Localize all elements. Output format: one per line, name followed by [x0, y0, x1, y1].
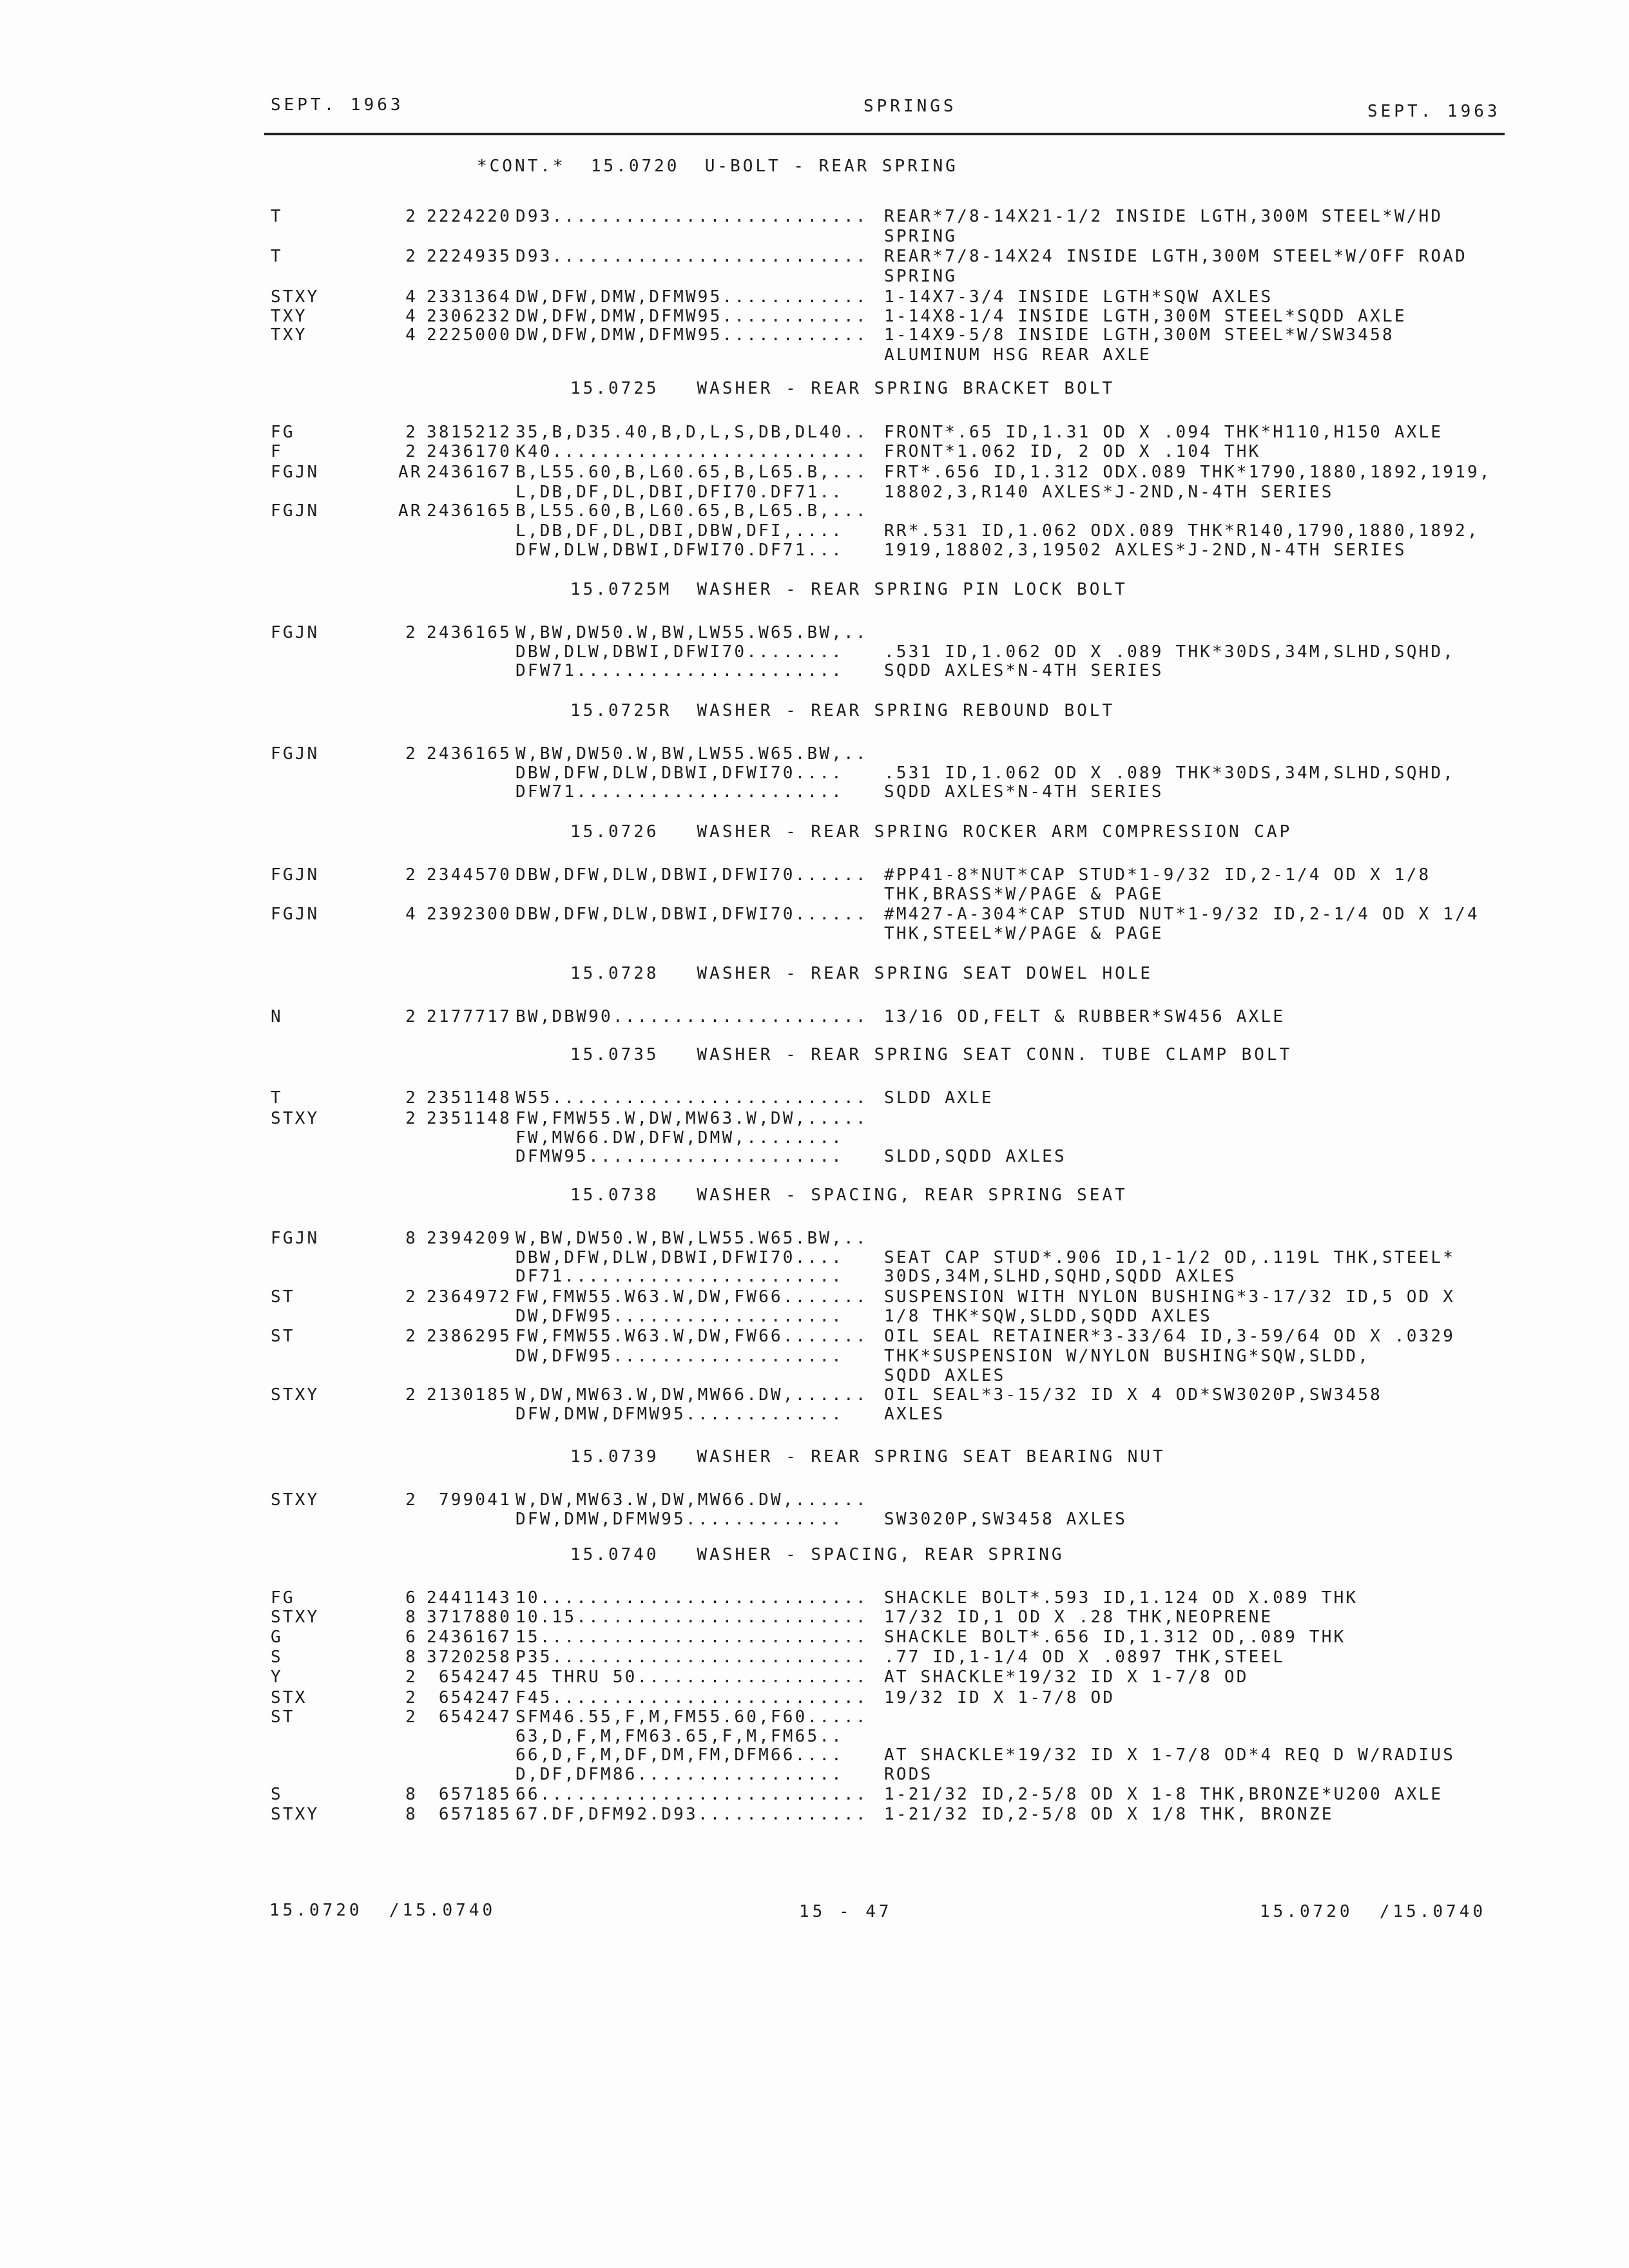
quantity-cell: 2: [405, 623, 418, 642]
description-cell: SQDD AXLES: [884, 1366, 1006, 1385]
models-cell: B,L55.60,B,L60.65,B,L65.B,...: [516, 501, 868, 521]
quantity-cell: 8: [405, 1608, 418, 1627]
models-cell: K40..........................: [516, 442, 868, 461]
models-cell: DFW,DLW,DBWI,DFWI70.DF71...: [516, 541, 844, 560]
part-number-cell: 2436165: [427, 623, 512, 642]
models-cell: DW,DFW,DMW,DFMW95............: [516, 325, 868, 345]
models-cell: DFW71......................: [516, 782, 844, 802]
part-number-cell: 2392300: [427, 905, 512, 924]
part-number-cell: 3717880: [427, 1608, 512, 1627]
header-title: SPRINGS: [863, 97, 957, 116]
models-cell: L,DB,DF,DL,DBI,DFI70.DF71..: [516, 483, 844, 502]
section-heading: *CONT.* 15.0720 U-BOLT - REAR SPRING: [477, 157, 958, 176]
description-cell: .531 ID,1.062 OD X .089 THK*30DS,34M,SLHD,SQHD,: [884, 642, 1456, 662]
section-heading: 15.0740 WASHER - SPACING, REAR SPRING: [570, 1545, 1065, 1564]
models-cell: W,DW,MW63.W,DW,MW66.DW,......: [516, 1385, 868, 1405]
models-cell: DFW,DMW,DFMW95.............: [516, 1510, 844, 1529]
description-cell: 30DS,34M,SLHD,SQHD,SQDD AXLES: [884, 1267, 1237, 1286]
description-cell: 1-14X9-5/8 INSIDE LGTH,300M STEEL*W/SW3458: [884, 325, 1394, 345]
description-cell: SUSPENSION WITH NYLON BUSHING*3-17/32 ID,5 OD X: [884, 1287, 1456, 1307]
models-cell: DBW,DFW,DLW,DBWI,DFWI70......: [516, 865, 868, 885]
code-cell: FGJN: [271, 905, 320, 924]
part-number-cell: 2331364: [427, 287, 512, 307]
models-cell: DBW,DFW,DLW,DBWI,DFWI70....: [516, 1248, 844, 1267]
code-cell: T: [271, 1088, 283, 1108]
part-number-cell: 2386295: [427, 1327, 512, 1346]
description-cell: .531 ID,1.062 OD X .089 THK*30DS,34M,SLHD,SQHD,: [884, 764, 1456, 783]
quantity-cell: 2: [405, 1109, 418, 1128]
models-cell: DBW,DFW,DLW,DBWI,DFWI70....: [516, 764, 844, 783]
description-cell: RR*.531 ID,1.062 ODX.089 THK*R140,1790,1880,1892,: [884, 521, 1480, 541]
models-cell: DFW,DMW,DFMW95.............: [516, 1405, 844, 1424]
quantity-cell: 2: [405, 442, 418, 461]
models-cell: SFM46.55,F,M,FM55.60,F60.....: [516, 1707, 868, 1727]
quantity-cell: 2: [405, 1327, 418, 1346]
models-cell: F45..........................: [516, 1688, 868, 1707]
description-cell: ALUMINUM HSG REAR AXLE: [884, 345, 1152, 365]
models-cell: 66...........................: [516, 1785, 868, 1804]
description-cell: SQDD AXLES*N-4TH SERIES: [884, 661, 1164, 680]
quantity-cell: 2: [405, 744, 418, 764]
models-cell: P35..........................: [516, 1648, 868, 1667]
models-cell: FW,FMW55.W63.W,DW,FW66.......: [516, 1327, 868, 1346]
code-cell: S: [271, 1648, 283, 1667]
quantity-cell: 2: [405, 865, 418, 885]
section-heading: 15.0728 WASHER - REAR SPRING SEAT DOWEL HOLE: [570, 964, 1153, 983]
description-cell: 1919,18802,3,19502 AXLES*J-2ND,N-4TH SERIES: [884, 541, 1407, 560]
quantity-cell: 2: [405, 1007, 418, 1026]
description-cell: AT SHACKLE*19/32 ID X 1-7/8 OD*4 REQ D W/RADIUS: [884, 1745, 1456, 1765]
description-cell: REAR*7/8-14X24 INSIDE LGTH,300M STEEL*W/OFF ROAD: [884, 247, 1467, 266]
description-cell: SW3020P,SW3458 AXLES: [884, 1510, 1128, 1529]
part-number-cell: 3815212: [427, 423, 512, 442]
code-cell: FGJN: [271, 744, 320, 764]
code-cell: TXY: [271, 325, 307, 345]
models-cell: 66,D,F,M,DF,DM,FM,DFM66....: [516, 1745, 844, 1765]
models-cell: B,L55.60,B,L60.65,B,L65.B,...: [516, 463, 868, 482]
part-number-cell: 2344570: [427, 865, 512, 885]
quantity-cell: 2: [405, 1385, 418, 1405]
part-number-cell: 2436167: [427, 463, 512, 482]
section-heading: 15.0725M WASHER - REAR SPRING PIN LOCK BOLT: [570, 580, 1128, 599]
models-cell: DBW,DLW,DBWI,DFWI70........: [516, 642, 844, 662]
code-cell: FG: [271, 423, 295, 442]
code-cell: FGJN: [271, 865, 320, 885]
part-number-cell: 2351148: [427, 1109, 512, 1128]
code-cell: N: [271, 1007, 283, 1026]
part-number-cell: 2351148: [427, 1088, 512, 1108]
part-number-cell: 2394209: [427, 1229, 512, 1248]
section-heading: 15.0725R WASHER - REAR SPRING REBOUND BOLT: [570, 701, 1115, 720]
part-number-cell: 2224935: [427, 247, 512, 266]
part-number-cell: 657185: [427, 1805, 512, 1824]
models-cell: 63,D,F,M,FM63.65,F,M,FM65..: [516, 1727, 844, 1746]
part-number-cell: 2224220: [427, 207, 512, 226]
quantity-cell: 2: [405, 207, 418, 226]
code-cell: FG: [271, 1588, 295, 1608]
description-cell: 18802,3,R140 AXLES*J-2ND,N-4TH SERIES: [884, 483, 1334, 502]
description-cell: #M427-A-304*CAP STUD NUT*1-9/32 ID,2-1/4 OD X 1/4: [884, 905, 1480, 924]
models-cell: W,BW,DW50.W,BW,LW55.W65.BW,..: [516, 623, 868, 642]
quantity-cell: 8: [405, 1805, 418, 1824]
code-cell: S: [271, 1785, 283, 1804]
code-cell: F: [271, 442, 283, 461]
description-cell: 1-14X7-3/4 INSIDE LGTH*SQW AXLES: [884, 287, 1273, 307]
header-date-right: SEPT. 1963: [1367, 102, 1501, 121]
description-cell: OIL SEAL*3-15/32 ID X 4 OD*SW3020P,SW3458: [884, 1385, 1382, 1405]
models-cell: L,DB,DF,DL,DBI,DBW,DFI,....: [516, 521, 844, 541]
models-cell: W,BW,DW50.W,BW,LW55.W65.BW,..: [516, 744, 868, 764]
description-cell: 1-21/32 ID,2-5/8 OD X 1-8 THK,BRONZE*U200 AXLE: [884, 1785, 1443, 1804]
code-cell: STXY: [271, 1805, 320, 1824]
description-cell: FRONT*.65 ID,1.31 OD X .094 THK*H110,H150 AXLE: [884, 423, 1443, 442]
footer-page-number: 15 - 47: [799, 1902, 892, 1921]
description-cell: 1/8 THK*SQW,SLDD,SQDD AXLES: [884, 1307, 1213, 1326]
description-cell: REAR*7/8-14X21-1/2 INSIDE LGTH,300M STEEL*W/HD: [884, 207, 1443, 226]
code-cell: FGJN: [271, 1229, 320, 1248]
quantity-cell: 2: [405, 1088, 418, 1108]
models-cell: 15...........................: [516, 1628, 868, 1647]
footer-range-right: 15.0720 /15.0740: [1260, 1902, 1487, 1921]
models-cell: W,DW,MW63.W,DW,MW66.DW,......: [516, 1490, 868, 1510]
description-cell: SQDD AXLES*N-4TH SERIES: [884, 782, 1164, 802]
section-heading: 15.0735 WASHER - REAR SPRING SEAT CONN. TUBE CLAMP BOLT: [570, 1045, 1293, 1064]
models-cell: FW,MW66.DW,DFW,DMW,........: [516, 1128, 844, 1148]
part-number-cell: 654247: [427, 1667, 512, 1687]
description-cell: 1-21/32 ID,2-5/8 OD X 1/8 THK, BRONZE: [884, 1805, 1334, 1824]
models-cell: DFW71......................: [516, 661, 844, 680]
code-cell: T: [271, 247, 283, 266]
models-cell: 35,B,D35.40,B,D,L,S,DB,DL40..: [516, 423, 868, 442]
code-cell: FGJN: [271, 463, 320, 482]
models-cell: 67.DF,DFM92.D93..............: [516, 1805, 868, 1824]
models-cell: FW,FMW55.W,DW,MW63.W,DW,.....: [516, 1109, 868, 1128]
part-number-cell: 3720258: [427, 1648, 512, 1667]
description-cell: 13/16 OD,FELT & RUBBER*SW456 AXLE: [884, 1007, 1286, 1026]
part-number-cell: 657185: [427, 1785, 512, 1804]
description-cell: SEAT CAP STUD*.906 ID,1-1/2 OD,.119L THK,STEEL*: [884, 1248, 1456, 1267]
code-cell: TXY: [271, 307, 307, 326]
code-cell: ST: [271, 1707, 295, 1727]
section-heading: 15.0738 WASHER - SPACING, REAR SPRING SEAT: [570, 1186, 1128, 1205]
part-number-cell: 2364972: [427, 1287, 512, 1307]
description-cell: 17/32 ID,1 OD X .28 THK,NEOPRENE: [884, 1608, 1273, 1627]
models-cell: DBW,DFW,DLW,DBWI,DFWI70......: [516, 905, 868, 924]
models-cell: FW,FMW55.W63.W,DW,FW66.......: [516, 1287, 868, 1307]
quantity-cell: 2: [405, 1287, 418, 1307]
models-cell: W,BW,DW50.W,BW,LW55.W65.BW,..: [516, 1229, 868, 1248]
models-cell: 10.15........................: [516, 1608, 868, 1627]
quantity-cell: AR: [398, 501, 423, 521]
part-number-cell: 799041: [427, 1490, 512, 1510]
models-cell: W55..........................: [516, 1088, 868, 1108]
section-heading: 15.0725 WASHER - REAR SPRING BRACKET BOLT: [570, 379, 1115, 398]
quantity-cell: 4: [405, 287, 418, 307]
quantity-cell: 4: [405, 325, 418, 345]
code-cell: STXY: [271, 1109, 320, 1128]
description-cell: THK,STEEL*W/PAGE & PAGE: [884, 924, 1164, 943]
quantity-cell: 2: [405, 247, 418, 266]
quantity-cell: 2: [405, 423, 418, 442]
models-cell: DF71.......................: [516, 1267, 844, 1286]
part-number-cell: 2436165: [427, 744, 512, 764]
models-cell: BW,DBW90.....................: [516, 1007, 868, 1026]
description-cell: THK*SUSPENSION W/NYLON BUSHING*SQW,SLDD,: [884, 1347, 1371, 1366]
code-cell: STXY: [271, 1385, 320, 1405]
description-cell: .77 ID,1-1/4 OD X .0897 THK,STEEL: [884, 1648, 1286, 1667]
part-number-cell: 2441143: [427, 1588, 512, 1608]
models-cell: D93..........................: [516, 207, 868, 226]
quantity-cell: 6: [405, 1628, 418, 1647]
models-cell: 10...........................: [516, 1588, 868, 1608]
description-cell: AT SHACKLE*19/32 ID X 1-7/8 OD: [884, 1667, 1249, 1687]
part-number-cell: 2306232: [427, 307, 512, 326]
part-number-cell: 2436165: [427, 501, 512, 521]
code-cell: STX: [271, 1688, 307, 1707]
description-cell: SHACKLE BOLT*.656 ID,1.312 OD,.089 THK: [884, 1628, 1346, 1647]
footer-range-left: 15.0720 /15.0740: [269, 1901, 496, 1920]
description-cell: THK,BRASS*W/PAGE & PAGE: [884, 885, 1164, 904]
description-cell: 1-14X8-1/4 INSIDE LGTH,300M STEEL*SQDD AXLE: [884, 307, 1407, 326]
models-cell: DFMW95.....................: [516, 1147, 844, 1166]
code-cell: T: [271, 207, 283, 226]
quantity-cell: 8: [405, 1785, 418, 1804]
quantity-cell: 2: [405, 1688, 418, 1707]
models-cell: D93..........................: [516, 247, 868, 266]
description-cell: FRT*.656 ID,1.312 ODX.089 THK*1790,1880,1892,1919,: [884, 463, 1492, 482]
models-cell: DW,DFW95...................: [516, 1347, 844, 1366]
quantity-cell: 4: [405, 307, 418, 326]
code-cell: STXY: [271, 287, 320, 307]
part-number-cell: 2436170: [427, 442, 512, 461]
part-number-cell: 654247: [427, 1688, 512, 1707]
models-cell: D,DF,DFM86.................: [516, 1765, 844, 1784]
description-cell: SLDD,SQDD AXLES: [884, 1147, 1066, 1166]
quantity-cell: 4: [405, 905, 418, 924]
quantity-cell: 6: [405, 1588, 418, 1608]
code-cell: G: [271, 1628, 283, 1647]
description-cell: OIL SEAL RETAINER*3-33/64 ID,3-59/64 OD X .0329: [884, 1327, 1456, 1346]
code-cell: STXY: [271, 1490, 320, 1510]
description-cell: #PP41-8*NUT*CAP STUD*1-9/32 ID,2-1/4 OD X 1/8: [884, 865, 1431, 885]
description-cell: 19/32 ID X 1-7/8 OD: [884, 1688, 1115, 1707]
description-cell: AXLES: [884, 1405, 945, 1424]
code-cell: ST: [271, 1327, 295, 1346]
models-cell: DW,DFW,DMW,DFMW95............: [516, 287, 868, 307]
description-cell: SPRING: [884, 267, 958, 286]
description-cell: SPRING: [884, 227, 958, 246]
models-cell: DW,DFW,DMW,DFMW95............: [516, 307, 868, 326]
quantity-cell: AR: [398, 463, 423, 482]
description-cell: SHACKLE BOLT*.593 ID,1.124 OD X.089 THK: [884, 1588, 1358, 1608]
part-number-cell: 2436167: [427, 1628, 512, 1647]
code-cell: FGJN: [271, 501, 320, 521]
description-cell: FRONT*1.062 ID, 2 OD X .104 THK: [884, 442, 1261, 461]
section-heading: 15.0726 WASHER - REAR SPRING ROCKER ARM COMPRESSION CAP: [570, 822, 1293, 841]
quantity-cell: 2: [405, 1490, 418, 1510]
code-cell: FGJN: [271, 623, 320, 642]
models-cell: 45 THRU 50...................: [516, 1667, 868, 1687]
code-cell: ST: [271, 1287, 295, 1307]
description-cell: RODS: [884, 1765, 933, 1784]
quantity-cell: 8: [405, 1648, 418, 1667]
quantity-cell: 8: [405, 1229, 418, 1248]
header-date-left: SEPT. 1963: [271, 95, 404, 115]
quantity-cell: 2: [405, 1707, 418, 1727]
part-number-cell: 2130185: [427, 1385, 512, 1405]
description-cell: SLDD AXLE: [884, 1088, 994, 1108]
section-heading: 15.0739 WASHER - REAR SPRING SEAT BEARING NUT: [570, 1447, 1166, 1466]
part-number-cell: 2225000: [427, 325, 512, 345]
models-cell: DW,DFW95...................: [516, 1307, 844, 1326]
code-cell: Y: [271, 1667, 283, 1687]
quantity-cell: 2: [405, 1667, 418, 1687]
part-number-cell: 654247: [427, 1707, 512, 1727]
header-rule: [264, 133, 1505, 135]
part-number-cell: 2177717: [427, 1007, 512, 1026]
code-cell: STXY: [271, 1608, 320, 1627]
